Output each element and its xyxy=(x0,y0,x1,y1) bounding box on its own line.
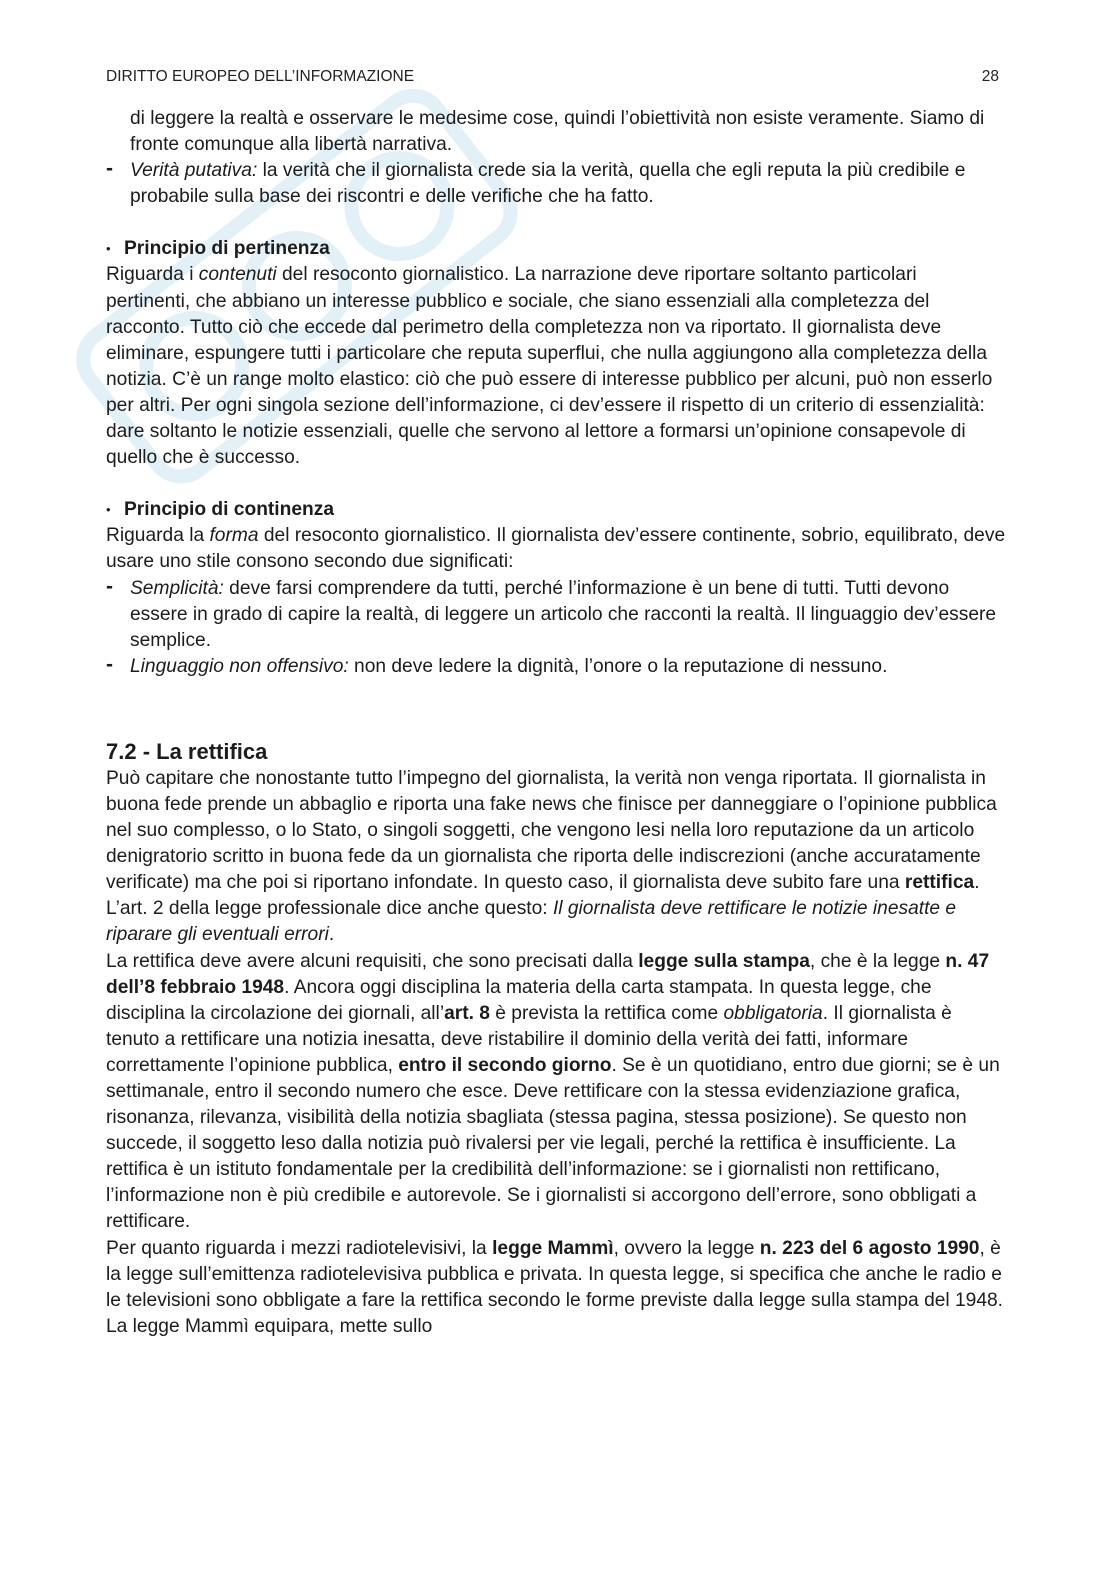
header-title: DIRITTO EUROPEO DELL’INFORMAZIONE xyxy=(106,68,415,85)
item-text: la verità che il giornalista crede sia la verità, quella che egli reputa la più credibile e probabile sulla base dei riscontri e delle verifiche che ha fatto. xyxy=(130,160,966,208)
bold-text: legge Mammì xyxy=(492,1237,614,1259)
text: del resoconto giornalistico. La narrazione deve riportare soltanto particolari pertinenti, che abbiano un interesse pubblico e sociale, che siano essenziali alla completezza del racconto. Tutto ciò che eccede dal perimetro della completezza non va riportato. Il giornalista deve eliminare, espungere tutti i particolare che reputa superflui, che nulla aggiungono alla completezza della notizia. C’è un range molto elastico: ciò che può essere di interesse pubblico per alcuni, può non esserlo per altri. Per ogni singola sezione dell’informazione, ci dev’essere il rispetto di un criterio di essenzialità: dare soltanto le notizie essenziali, quelle che servono al lettore a formarsi un’opinione consapevole di quello che è successo. xyxy=(106,264,993,469)
list-item-verita-putativa xyxy=(106,158,1006,210)
text: del resoconto giornalistico. Il giornalista dev’essere continente, sobrio, equilibrato, deve usare uno stile consono secondo due significati: xyxy=(106,525,1006,573)
list-item-linguaggio xyxy=(106,654,1006,680)
bold-text: legge sulla stampa xyxy=(638,950,810,972)
text: . xyxy=(328,924,335,946)
bold-text: n. 223 del 6 agosto 1990 xyxy=(759,1237,980,1259)
paragraph-rettifica-2 xyxy=(106,896,1006,948)
item-text: non deve ledere la dignità, l’onore o la reputazione di nessuno. xyxy=(348,655,888,677)
text: . Se è un quotidiano, entro due giorni; se è un settimanale, entro il secondo numero che esce. Deve rettificare con la stessa evidenziazione grafica, risonanza, rilevanza, visibilità della notizia sbagliata (stessa pagina, stessa posizione). Se questo non succede, il soggetto leso dalla notizia può rivalersi per vie legali, perché la rettifica è insufficiente. La rettifica è un istituto fondamentale per la credibilità dell’informazione: se i giornalisti non rettificano, l’informazione non è più credibile e autorevole. Se i giornalisti si accorgono dell’errore, sono obbligati a rettificare. xyxy=(106,1054,1000,1233)
text: . Il giornalista è tenuto a rettificare una notizia inesatta, deve ristabilire il dominio della verità dei fatti, informare correttamente l’opinione pubblica, xyxy=(106,1002,952,1076)
paragraph-rettifica-1 xyxy=(106,766,1006,896)
item-label: Semplicità: xyxy=(130,577,224,599)
emphasis: forma xyxy=(209,525,259,547)
text: La rettifica deve avere alcuni requisiti, che sono precisati dalla xyxy=(106,950,639,972)
text: L’art. 2 della legge professionale dice anche questo: xyxy=(106,898,553,920)
text: . Ancora oggi disciplina la materia della carta stampata. In questa legge, che disciplina la circolazione dei giornali, all’ xyxy=(106,976,932,1024)
text: , ovvero la legge xyxy=(613,1237,760,1259)
item-text: deve farsi comprendere da tutti, perché l’informazione è un bene di tutti. Tutti devono essere in grado di capire la realtà, di leggere un articolo che racconti la realtà. Il linguaggio dev’essere semplice. xyxy=(130,577,997,651)
bold-text: rettifica xyxy=(904,872,975,894)
text: Può capitare che nonostante tutto l’impegno del giornalista, la verità non venga riportata. Il giornalista in buona fede prende un abbaglio e riporta una fake news che finisce per danneggiare o l’opinione pubblica nel suo complesso, o lo Stato, o singoli soggetti, che vengono lesi nella loro reputazione da un articolo denigratorio scritto in buona fede da un giornalista che riporta delle indiscrezioni (anche accuratamente verificate) ma che poi si riportano infondate. In questo caso, il giornalista deve subito fare una xyxy=(106,767,997,894)
item-label: Verità putativa: xyxy=(130,160,258,182)
text: Per quanto riguarda i mezzi radiotelevisivi, la xyxy=(106,1237,493,1259)
intro-continuation: di leggere la realtà e osservare le medesime cose, quindi l’obiettività non esiste veramente. Siamo di fronte comunque alla libertà narrativa. xyxy=(130,108,985,156)
text: , che è la legge xyxy=(809,950,946,972)
paragraph-rettifica-4 xyxy=(106,1236,1006,1340)
item-label: Linguaggio non offensivo: xyxy=(130,655,349,677)
text: , è la legge sull’emittenza radiotelevisiva pubblica e privata. In questa legge, si specifica che anche le radio e le televisioni sono obbligate a fare la rettifica secondo le forme previste dalla legge sulla stampa del 1948. La legge Mammì equipara, mette sullo xyxy=(106,1237,1004,1337)
section-heading-rettifica: 7.2 - La rettifica xyxy=(106,738,268,764)
paragraph-rettifica-3 xyxy=(106,949,1006,1236)
emphasis: Il giornalista deve rettificare le notizie inesatte e riparare gli eventuali errori xyxy=(106,898,957,946)
heading-pertinenza: • Principio di pertinenza xyxy=(106,236,1006,262)
paragraph-pertinenza xyxy=(106,262,1006,471)
bold-text: entro il secondo giorno xyxy=(398,1054,612,1076)
paragraph-continenza xyxy=(106,523,1006,575)
emphasis: obbligatoria xyxy=(723,1002,823,1024)
text: . xyxy=(974,872,980,894)
list-item-semplicita xyxy=(106,576,1006,654)
bold-text: n. 47 dell’8 febbraio 1948 xyxy=(106,950,990,998)
text: Riguarda i xyxy=(106,264,199,286)
bold-text: art. 8 xyxy=(444,1002,490,1024)
text: Riguarda la xyxy=(106,525,210,547)
page-number: 28 xyxy=(981,68,999,85)
emphasis: contenuti xyxy=(198,264,277,286)
text: è prevista la rettifica come xyxy=(489,1002,724,1024)
heading-continenza: • Principio di continenza xyxy=(106,497,1006,523)
page-header xyxy=(106,68,999,88)
document-body xyxy=(106,106,1006,1340)
